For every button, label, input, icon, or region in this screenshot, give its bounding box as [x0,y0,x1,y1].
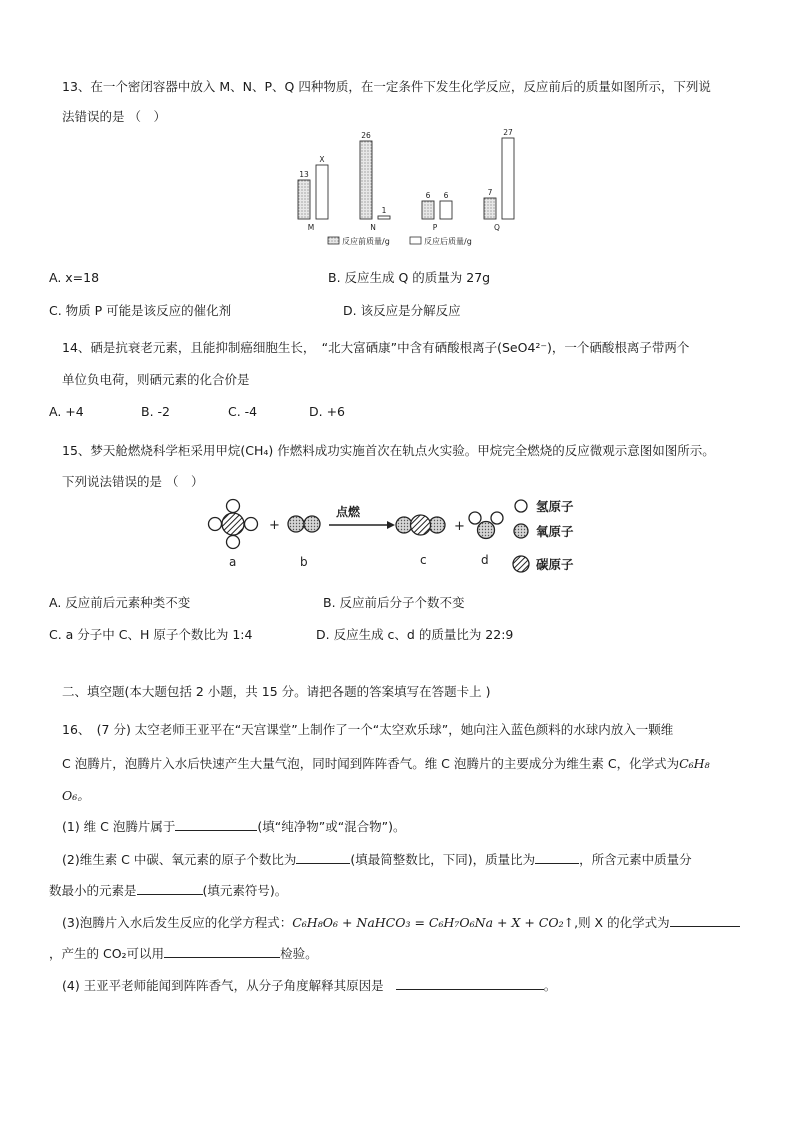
label-c: c [420,553,427,567]
q13-bar-chart [280,126,520,256]
section-heading: 二、填空题(本大题包括 2 小题，共 15 分。请把各题的答案填写在答题卡上 ) [62,684,491,699]
bar-value-label-Q-before: 7 [487,188,493,197]
q14-option-c: C. -4 [228,404,258,419]
q14-option-a: A. +4 [49,404,84,419]
category-label-M: M [307,223,315,232]
bar-value-label-P-after: 6 [443,191,449,200]
q16-stem-line2-text: C 泡腾片，泡腾片入水后快速产生大量气泡，同时闻到阵阵香气。维 C 泡腾片的主要成分为维生素 C，化学式为 [62,756,680,771]
bar-Q-after [502,138,514,219]
q15-reaction-diagram [205,492,595,582]
q15-stem-line1: 15、梦天舱燃烧科学柜采用甲烷(CH₄) 作燃料成功实施首次在轨点火实验。甲烷完全燃烧的反应微观示意图如图所示。 [62,443,715,458]
answer-blank-1[interactable] [175,818,257,831]
q16-part2-cont [49,882,287,899]
q13-stem-line2: 法错误的是 （ ） [62,109,166,124]
legend-oxygen-label: 氧原子 [536,524,574,539]
q16-stem-line2 [62,756,710,772]
q16-part3 [62,914,740,931]
label-b: b [300,555,308,569]
bar-Q-before [484,198,496,219]
q16-part3-tail: 检验。 [280,946,318,961]
q16-part3-mid: ,则 X 的化学式为 [574,915,670,930]
answer-blank-2[interactable] [296,851,350,864]
q15-option-b: B. 反应前后分子个数不变 [323,595,465,610]
q13-option-a: A. x=18 [49,270,100,285]
q15-option-a: A. 反应前后元素种类不变 [49,595,191,610]
label-a: a [229,555,237,569]
molecule-a-methane [209,500,258,549]
q13-option-c: C. 物质 P 可能是该反应的催化剂 [49,303,232,318]
bar-value-label-M-after: X [319,155,325,164]
q16-formula-part1: C₆H₈ [679,756,710,771]
bar-P-after [440,201,452,219]
legend-swatch-after [410,237,421,244]
q13-stem-line1: 13、在一个密闭容器中放入 M、N、P、Q 四种物质，在一定条件下发生化学反应，反应前后的质量如图所示，下列说 [62,79,711,94]
legend-oxygen-atom [514,524,528,538]
molecule-d-water [469,512,503,539]
q15-option-c: C. a 分子中 C、H 原子个数比为 1:4 [49,627,253,642]
bar-M-after [316,165,328,219]
q16-part2-mid: (填最简整数比，下同)，质量比为 [350,852,536,867]
q16-part1-prompt: (1) 维 C 泡腾片属于 [62,819,176,834]
answer-blank-6[interactable] [164,945,280,958]
q14-stem-line2: 单位负电荷，则硒元素的化合价是 [62,372,250,387]
q16-part4 [62,977,556,994]
answer-blank-4[interactable] [137,882,203,895]
q16-part2-prompt2: 数最小的元素是 [49,883,137,898]
q16-part2-prompt: (2)维生素 C 中碳、氧元素的原子个数比为 [62,852,297,867]
reaction-diagram-svg [205,492,595,582]
bar-N-after [378,216,390,219]
bar-chart-svg [280,126,520,256]
legend-carbon-atom [513,556,529,572]
q13-option-b: B. 反应生成 Q 的质量为 27g [328,270,491,285]
label-d: d [481,553,489,567]
bar-P-before [422,201,434,219]
molecule-b-oxygen [288,516,320,532]
legend-swatch-before [328,237,339,244]
q16-part4-tail: 。 [543,978,557,993]
bar-M-before [298,180,310,219]
q16-part1 [62,818,406,835]
legend-label-after: 反应后质量/g [424,237,472,246]
legend-hydrogen-label: 氢原子 [536,499,574,514]
q14-option-d: D. +6 [309,404,345,419]
bar-N-before [360,141,372,219]
q15-stem-line2: 下列说法错误的是 （ ） [62,474,204,489]
q16-part3-prompt: (3)泡腾片入水后发生反应的化学方程式： [62,915,293,930]
bar-value-label-Q-after: 27 [503,128,513,137]
q16-part4-prompt: (4) 王亚平老师能闻到阵阵香气，从分子角度解释其原因是 [62,978,384,993]
category-label-P: P [432,223,438,232]
answer-blank-5[interactable] [670,914,740,927]
q16-part2-tail: ，所含元素中质量分 [579,852,692,867]
bar-value-label-N-before: 26 [361,131,371,140]
answer-blank-7[interactable] [396,977,544,990]
legend-label-before: 反应前质量/g [342,237,390,246]
category-label-N: N [370,223,376,232]
q16-part2 [62,851,692,868]
molecule-c-co2 [396,515,445,535]
answer-blank-3[interactable] [535,851,579,864]
bar-value-label-P-before: 6 [425,191,431,200]
q14-option-b: B. -2 [141,404,170,419]
category-label-Q: Q [494,223,500,232]
q16-part3-cont [49,945,318,962]
q16-part3-prompt2: ，产生的 CO₂可以用 [49,946,165,961]
q13-option-d: D. 该反应是分解反应 [343,303,461,318]
q15-option-d: D. 反应生成 c、d 的质量比为 22:9 [316,627,514,642]
bar-value-label-N-after: 1 [381,206,387,215]
svg-text:+: + [269,518,280,533]
q16-part1-hint: (填“纯净物”或“混合物”)。 [257,819,406,834]
arrow-label: 点燃 [336,505,361,519]
q16-formula-part2: O₆。 [62,788,90,803]
q14-stem-line1: 14、硒是抗衰老元素，且能抑制癌细胞生长， “北大富硒康”中含有硒酸根离子(SeO4²⁻)，一个硒酸根离子带两个 [62,340,690,355]
svg-text:+: + [454,519,465,534]
q16-equation: C₆H₈O₆ + NaHCO₃ = C₆H₇O₆Na + X + CO₂↑ [292,915,575,930]
q16-stem-line1: 16、 (7 分) 太空老师王亚平在“天宫课堂”上制作了一个“太空欢乐球”，她向注入蓝色颜料的水球内放入一颗维 [62,722,674,737]
legend-hydrogen-atom [515,500,527,512]
q16-part2-hint2: (填元素符号)。 [202,883,288,898]
bar-value-label-M-before: 13 [299,170,309,179]
legend-carbon-label: 碳原子 [536,557,574,572]
